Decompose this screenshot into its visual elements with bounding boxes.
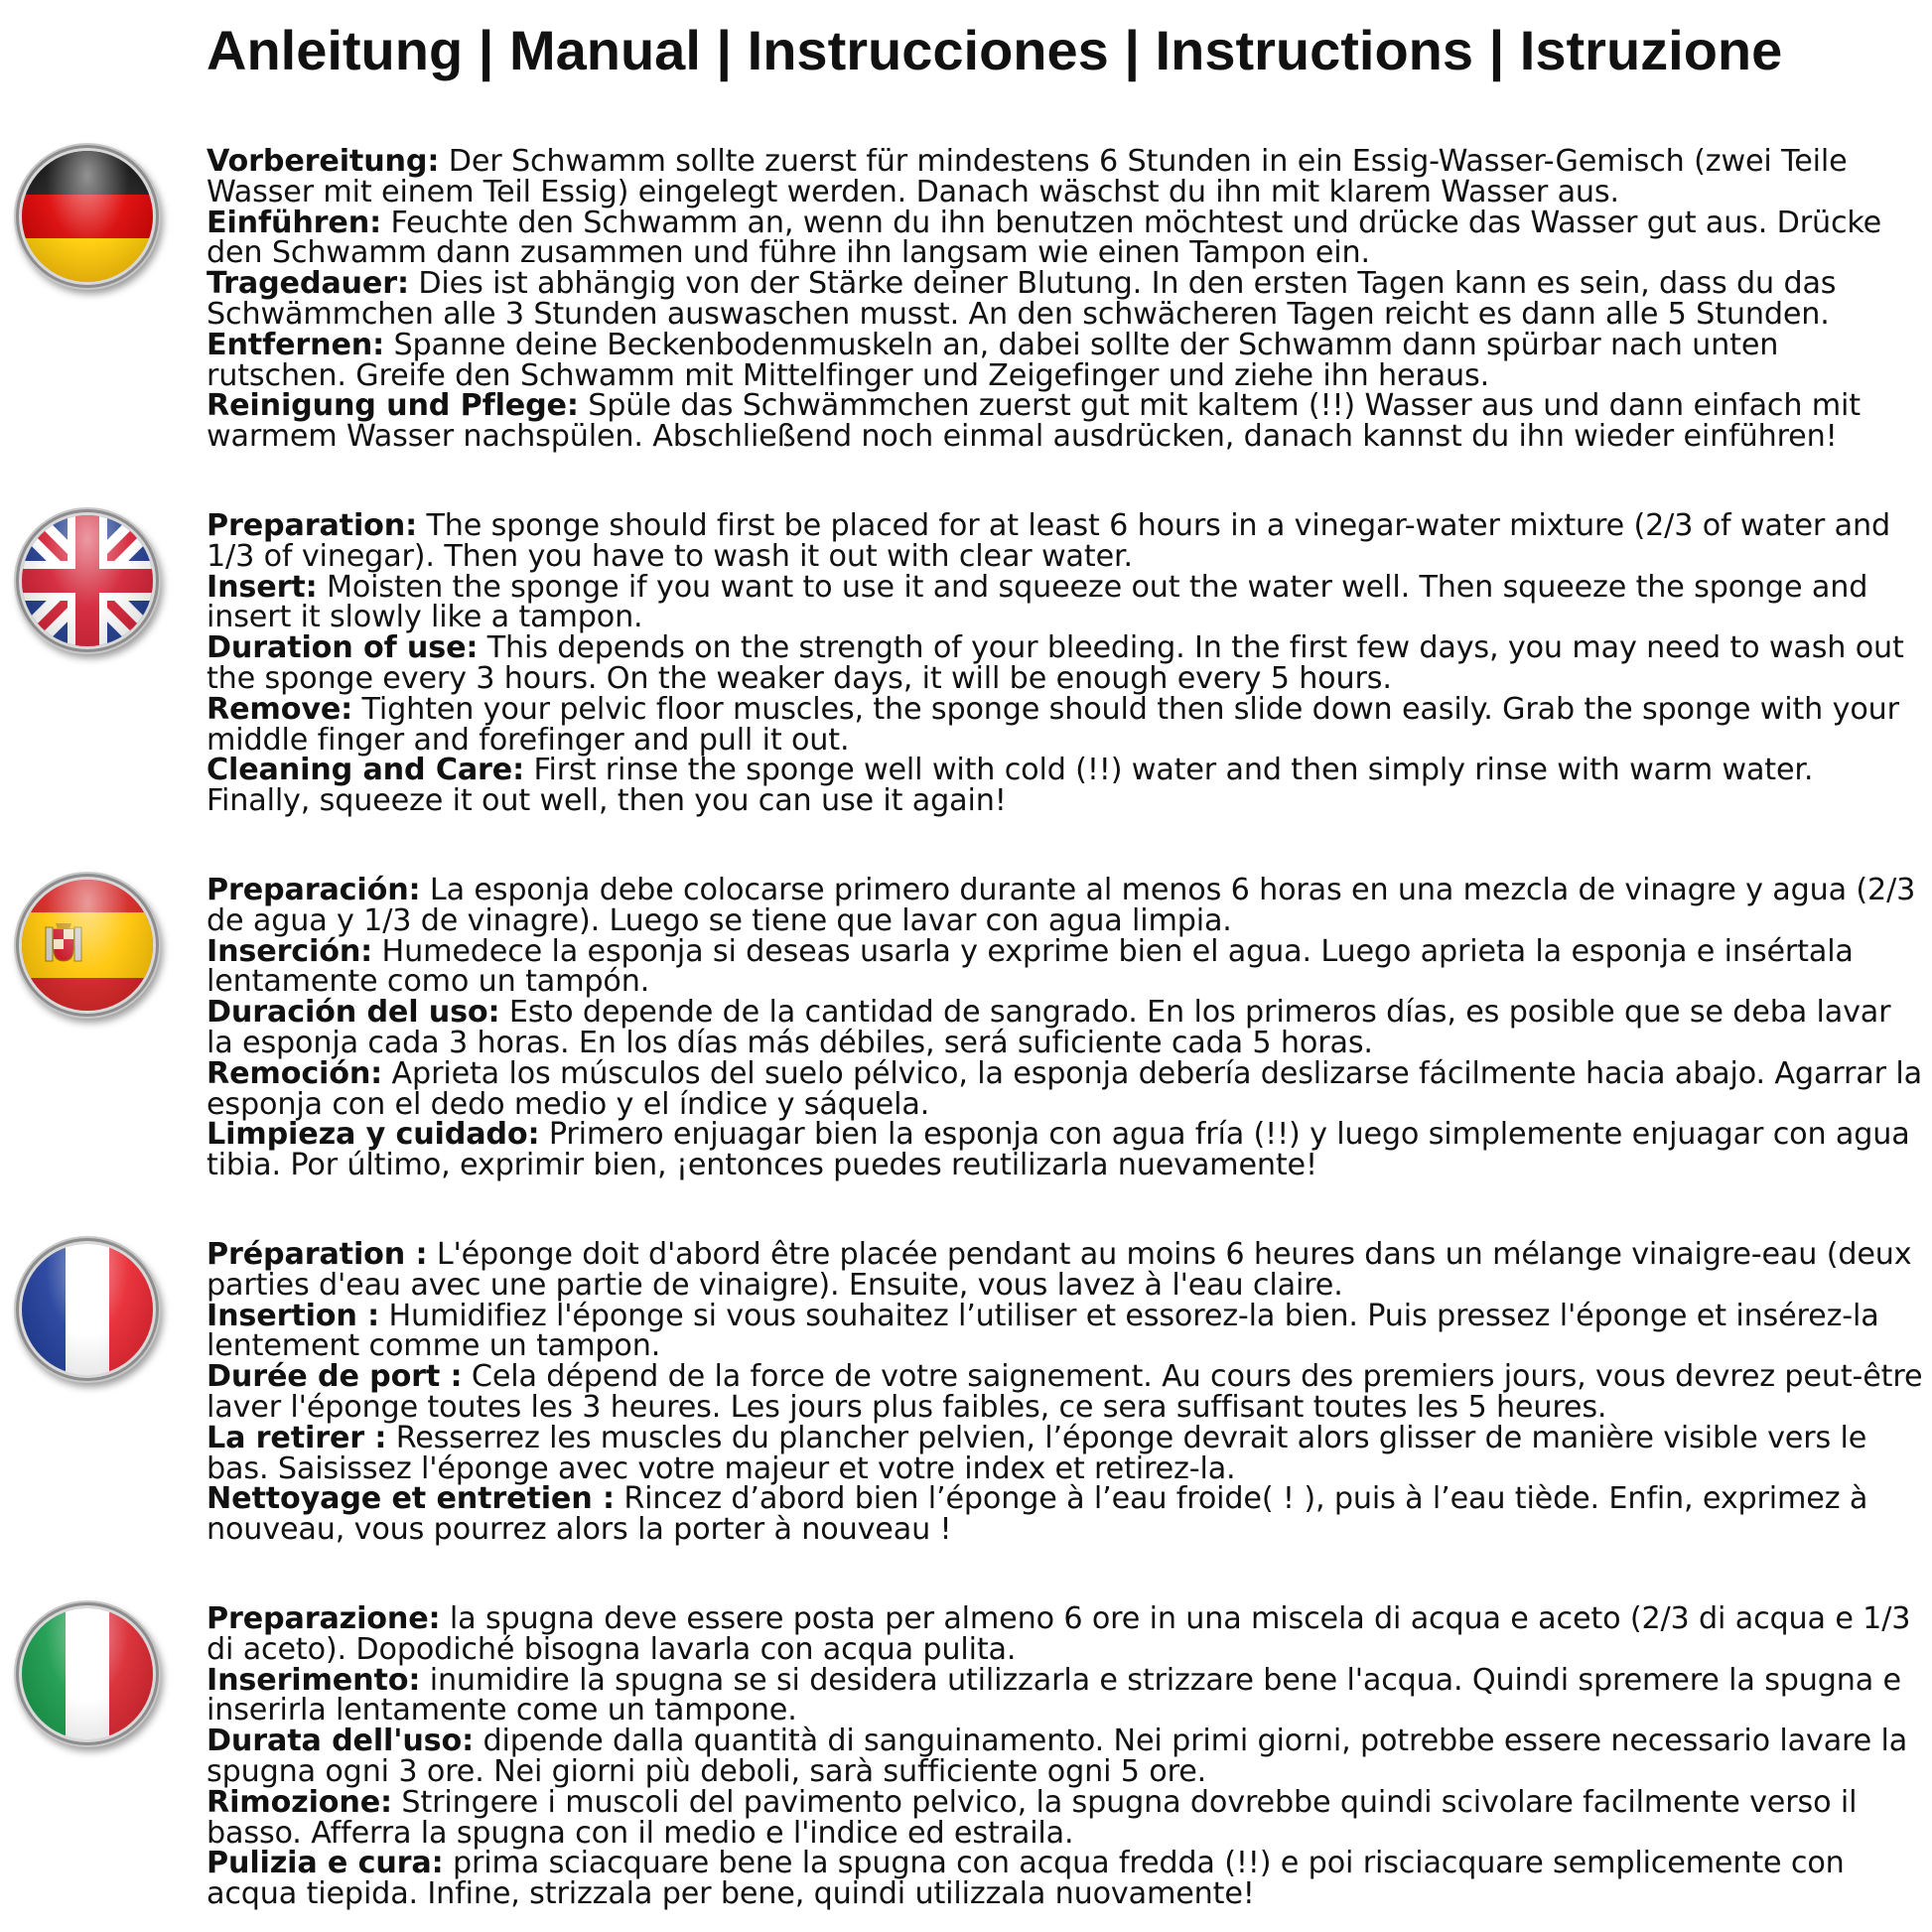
- instruction-label: Insertion :: [207, 1298, 379, 1333]
- instruction-item: [207, 753, 1924, 819]
- instruction-label: Inserción:: [207, 933, 373, 969]
- german-flag-icon: [22, 151, 153, 282]
- instruction-item: [207, 873, 1924, 938]
- instruction-text: L'éponge doit d'abord être placée pendant au moins 6 heures dans un mélange vinaigre-eau (deux parties d'eau avec une partie de vinaigre). Ensuite, vous lavez à l'eau claire.: [207, 1237, 1912, 1303]
- instruction-item: [207, 266, 1924, 332]
- instruction-item: [207, 327, 1924, 393]
- instruction-label: Reinigung und Pflege:: [207, 388, 579, 424]
- instruction-text: Feuchte den Schwamm an, wenn du ihn benutzen möchtest und drücke das Wasser gut aus. Drücke den Schwamm dann zusammen und führe ihn langsam wie einen Tampon ein.: [207, 205, 1882, 271]
- instruction-item: [207, 691, 1924, 758]
- uk-flag-icon: [22, 515, 153, 646]
- instruction-label: Limpieza y cuidado:: [207, 1117, 540, 1153]
- instruction-item: [207, 144, 1924, 209]
- instruction-item: [207, 1359, 1924, 1425]
- instruction-label: Vorbereitung:: [207, 144, 440, 179]
- instruction-label: Remove:: [207, 691, 353, 727]
- instruction-item: [207, 1662, 1924, 1728]
- instruction-item: [207, 1601, 1924, 1667]
- instruction-text: prima sciacquare bene la spugna con acqua fredda (!!) e poi risciacquare semplicemente con acqua tiepida. Infine, strizzala per bene, quindi utilizzala nuovamente!: [207, 1846, 1845, 1912]
- instruction-text: Spüle das Schwämmchen zuerst gut mit kaltem (!!) Wasser aus und dann einfach mit warmem Wasser nachspülen. Abschließend noch einmal ausdrücken, danach kannst du ihn wieder einführen!: [207, 388, 1861, 455]
- instruction-text: la spugna deve essere posta per almeno 6 ore in una miscela di acqua e aceto (2/3 di acqua e 1/3 di aceto). Dopodiché bisogna lavarla con acqua pulita.: [207, 1601, 1911, 1667]
- instruction-item: [207, 1055, 1924, 1122]
- instruction-text: Resserrez les muscles du plancher pelvien, l’éponge devrait alors glisser de manière visible vers le bas. Saisissez l'éponge avec votre majeur et votre index et retirez-la.: [207, 1420, 1867, 1486]
- instruction-text: Aprieta los músculos del suelo pélvico, la esponja debería deslizarse fácilmente hacia abajo. Agarrar la esponja con el dedo medio y el índice y sáquela.: [207, 1055, 1922, 1122]
- instruction-text: Esto depende de la cantidad de sangrado. En los primeros días, es posible que se deba lavar la esponja cada 3 horas. En los días más débiles, será suficiente cada 5 horas.: [207, 995, 1891, 1060]
- instruction-text: Stringere i muscoli del pavimento pelvico, la spugna dovrebbe quindi scivolare facilmente verso il basso. Afferra la spugna con il medio e l'indice ed estraila.: [207, 1784, 1858, 1851]
- instruction-text: Primero enjuagar bien la esponja con agua fría (!!) y luego simplemente enjuagar con agua tibia. Por último, exprimir bien, ¡entonces puedes reutilizarla nuevamente!: [207, 1117, 1910, 1183]
- instruction-text: Humidifiez l'éponge si vous souhaitez l’utiliser et essorez-la bien. Puis pressez l'éponge et insérez-la lentement comme un tampon.: [207, 1298, 1879, 1364]
- instruction-text: La esponja debe colocarse primero durante al menos 6 horas en una mezcla de vinagre y agua (2/3 de agua y 1/3 de vinagre). Luego se tiene que lavar con agua limpia.: [207, 873, 1916, 938]
- instruction-item: [207, 388, 1924, 455]
- instruction-label: Rimozione:: [207, 1784, 392, 1820]
- instruction-label: Pulizia e cura:: [207, 1846, 444, 1881]
- instruction-item: [207, 1846, 1924, 1912]
- instruction-text: Dies ist abhängig von der Stärke deiner Blutung. In den ersten Tagen kann es sein, dass du das Schwämmchen alle 3 Stunden auswaschen musst. An den schwächeren Tagen reicht es dann alle 5 Stunden.: [207, 266, 1837, 332]
- instruction-item: [207, 1420, 1924, 1486]
- instruction-text: Humedece la esponja si deseas usarla y exprime bien el agua. Luego aprieta la esponja e insértala lentamente como un tampón.: [207, 933, 1854, 1000]
- instruction-label: Cleaning and Care:: [207, 753, 525, 788]
- instruction-label: Insert:: [207, 569, 318, 605]
- instruction-item: [207, 205, 1924, 271]
- instruction-label: Einführen:: [207, 205, 381, 240]
- instruction-item: [207, 1117, 1924, 1183]
- instruction-label: Preparación:: [207, 873, 421, 907]
- instruction-label: Préparation :: [207, 1237, 428, 1272]
- instruction-text: Der Schwamm sollte zuerst für mindestens 6 Stunden in ein Essig-Wasser-Gemisch (zwei Teile Wasser mit einem Teil Essig) eingelegt werden. Danach wäschst du ihn mit klarem Wasser aus.: [207, 144, 1848, 209]
- instruction-item: [207, 1784, 1924, 1851]
- instruction-item: [207, 1481, 1924, 1548]
- instruction-label: Durata dell'uso:: [207, 1724, 475, 1759]
- instruction-label: Preparation:: [207, 508, 418, 543]
- instruction-text: inumidire la spugna se si desidera utilizzarla e strizzare bene l'acqua. Quindi spremere la spugna e inserirla lentamente come un tampone.: [207, 1662, 1901, 1728]
- page-title: Anleitung | Manual | Instrucciones | Instructions | Istruzione: [207, 19, 1783, 81]
- instruction-label: Remoción:: [207, 1055, 383, 1091]
- instruction-item: [207, 630, 1924, 696]
- instruction-item: [207, 1237, 1924, 1303]
- instruction-label: Inserimento:: [207, 1662, 421, 1698]
- instruction-text: Tighten your pelvic floor muscles, the sponge should then slide down easily. Grab the sponge with your middle finger and forefinger and pull it out.: [207, 691, 1899, 758]
- instruction-text: Spanne deine Beckenbodenmuskeln an, dabei sollte der Schwamm dann spürbar nach unten rutschen. Greife den Schwamm mit Mittelfinger und Zeigefinger und ziehe ihn heraus.: [207, 327, 1779, 393]
- instruction-item: [207, 1298, 1924, 1364]
- instruction-text: The sponge should first be placed for at least 6 hours in a vinegar-water mixture (2/3 of water and 1/3 of vinegar). Then you have to wash it out with clear water.: [207, 508, 1890, 574]
- instruction-text: This depends on the strength of your bleeding. In the first few days, you may need to wash out the sponge every 3 hours. On the weaker days, it will be enough every 5 hours.: [207, 630, 1904, 696]
- instruction-label: La retirer :: [207, 1420, 387, 1455]
- instruction-text: Cela dépend de la force de votre saignement. Au cours des premiers jours, vous devrez peut-être laver l'éponge toutes les 3 heures. Les jours plus faibles, ce sera suffisant toutes les 5 heures.: [207, 1359, 1923, 1425]
- instruction-label: Duración del uso:: [207, 995, 500, 1031]
- instruction-label: Entfernen:: [207, 327, 385, 362]
- instruction-item: [207, 1726, 1924, 1788]
- instruction-item: [207, 569, 1924, 635]
- instruction-label: Nettoyage et entretien :: [207, 1481, 615, 1517]
- instruction-label: Tragedauer:: [207, 266, 409, 302]
- italy-flag-icon: [22, 1608, 153, 1739]
- spain-flag-icon: [22, 880, 153, 1011]
- instruction-item: [207, 995, 1924, 1060]
- instruction-label: Durée de port :: [207, 1359, 463, 1395]
- instruction-item: [207, 508, 1924, 574]
- france-flag-icon: [22, 1244, 153, 1375]
- instruction-text: First rinse the sponge well with cold (!!) water and then simply rinse with warm water. Finally, squeeze it out well, then you can use it again!: [207, 753, 1814, 819]
- instruction-text: dipende dalla quantità di sanguinamento. Nei primi giorni, potrebbe essere necessario lavare la spugna ogni 3 ore. Nei giorni più deboli, sarà sufficiente ogni 5 ore.: [207, 1724, 1908, 1789]
- instruction-label: Preparazione:: [207, 1601, 441, 1636]
- instruction-text: Moisten the sponge if you want to use it and squeeze out the water well. Then squeeze the sponge and insert it slowly like a tampon.: [207, 569, 1868, 635]
- instruction-text: Rincez d’abord bien l’éponge à l’eau froide( ! ), puis à l’eau tiède. Enfin, exprimez à nouveau, vous pourrez alors la porter à nouveau !: [207, 1481, 1868, 1548]
- instruction-label: Duration of use:: [207, 630, 479, 666]
- instruction-item: [207, 933, 1924, 1000]
